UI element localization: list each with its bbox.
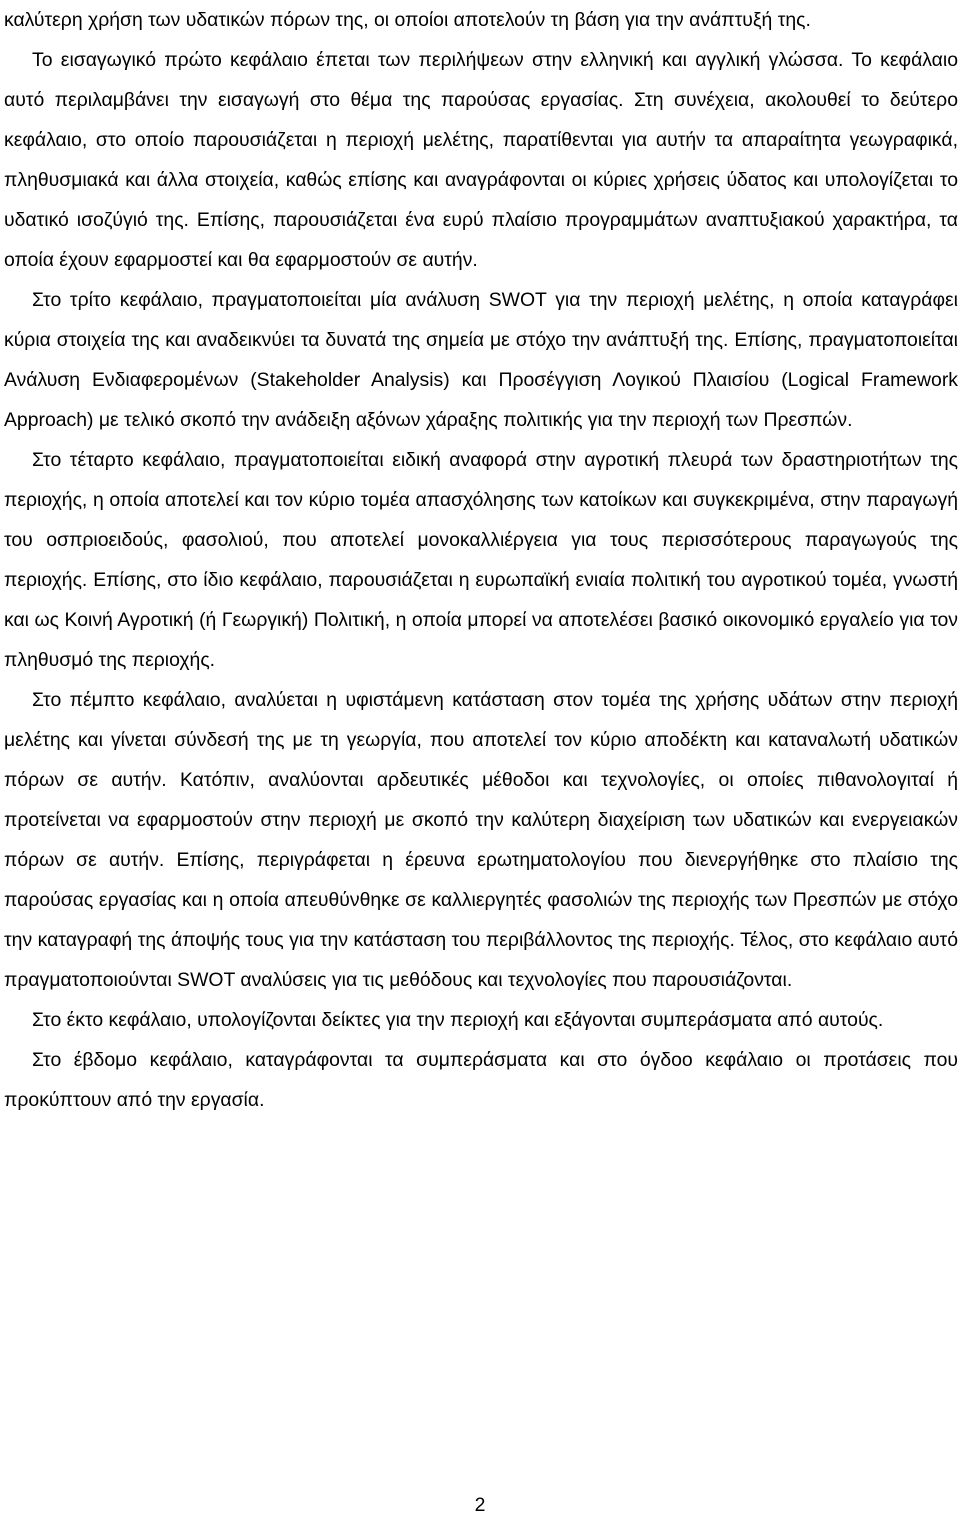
paragraph-chapter-four: Στο τέταρτο κεφάλαιο, πραγματοποιείται ειδική αναφορά στην αγροτική πλευρά των δραστηριοτήτων της περιοχής, η οποία αποτελεί και τον κύριο τομέα απασχόλησης των κατοίκων και συγκεκριμένα, στην παραγωγή του οσπριοειδούς, φασολιού, που αποτελεί μονοκαλλιέργεια για τους περισσότερους παραγωγούς της περιοχής. Επίσης, στο ίδιο κεφάλαιο, παρουσιάζεται η ευρωπαϊκή ενιαία πολιτική του αγροτικού τομέα, γνωστή και ως Κοινή Αγροτική (ή Γεωργική) Πολιτική, η οποία μπορεί να αποτελέσει βασικό οικονομικό εργαλείο για τον πληθυσμό της περιοχής.	[4, 449, 958, 671]
paragraph-chapter-three: Στο τρίτο κεφάλαιο, πραγματοποιείται μία ανάλυση SWOT για την περιοχή μελέτης, η οποία καταγράφει κύρια στοιχεία της και αναδεικνύει τα δυνατά της σημεία με στόχο την ανάπτυξή της. Επίσης, πραγματοποιείται Ανάλυση Ενδιαφερομένων (Stakeholder Analysis) και Προσέγγιση Λογικού Πλαισίου (Logical Framework Approach) με τελικό σκοπό την ανάδειξη αξόνων χάραξης πολιτικής για την περιοχή των Πρεσπών.	[4, 289, 958, 431]
paragraph-intro-continuation: καλύτερη χρήση των υδατικών πόρων της, οι οποίοι αποτελούν τη βάση για την ανάπτυξή της.	[4, 9, 811, 31]
paragraph-chapter-one-two: Το εισαγωγικό πρώτο κεφάλαιο έπεται των περιλήψεων στην ελληνική και αγγλική γλώσσα. Το κεφάλαιο αυτό περιλαμβάνει την εισαγωγή στο θέμα της παρούσας εργασίας. Στη συνέχεια, ακολουθεί το δεύτερο κεφάλαιο, στο οποίο παρουσιάζεται η περιοχή μελέτης, παρατίθενται για αυτήν τα απαραίτητα γεωγραφικά, πληθυσμιακά και άλλα στοιχεία, καθώς επίσης και αναγράφονται οι κύριες χρήσεις ύδατος και υπολογίζεται το υδατικό ισοζύγιό της. Επίσης, παρουσιάζεται ένα ευρύ πλαίσιο προγραμμάτων αναπτυξιακού χαρακτήρα, τα οποία έχουν εφαρμοστεί και θα εφαρμοστούν σε αυτήν.	[4, 49, 958, 271]
paragraph-chapter-five: Στο πέμπτο κεφάλαιο, αναλύεται η υφιστάμενη κατάσταση στον τομέα της χρήσης υδάτων στην περιοχή μελέτης και γίνεται σύνδεσή της με τη γεωργία, που αποτελεί τον κύριο αποδέκτη και καταναλωτή υδατικών πόρων σε αυτήν. Κατόπιν, αναλύονται αρδευτικές μέθοδοι και τεχνολογίες, οι οποίες πιθανολογιταί ή προτείνεται να εφαρμοστούν στην περιοχή με σκοπό την καλύτερη διαχείριση των υδατικών και ενεργειακών πόρων σε αυτήν. Επίσης, περιγράφεται η έρευνα ερωτηματολογίου που διενεργήθηκε στο πλαίσιο της παρούσας εργασίας και η οποία απευθύνθηκε σε καλλιεργητές φασολιών της περιοχής των Πρεσπών με στόχο την καταγραφή της άποψής τους για την κατάσταση του περιβάλλοντος της περιοχής. Τέλος, στο κεφάλαιο αυτό πραγματοποιούνται SWOT αναλύσεις για τις μεθόδους και τεχνολογίες που παρουσιάζονται.	[4, 689, 958, 991]
paragraph-chapter-seven-eight: Στο έβδομο κεφάλαιο, καταγράφονται τα συμπεράσματα και στο όγδοο κεφάλαιο οι προτάσεις που προκύπτουν από την εργασία.	[4, 1049, 958, 1111]
document-body	[4, 0, 958, 1120]
paragraph-chapter-six: Στο έκτο κεφάλαιο, υπολογίζονται δείκτες για την περιοχή και εξάγονται συμπεράσματα από αυτούς.	[32, 1009, 884, 1031]
page-number: 2	[474, 1494, 486, 1516]
